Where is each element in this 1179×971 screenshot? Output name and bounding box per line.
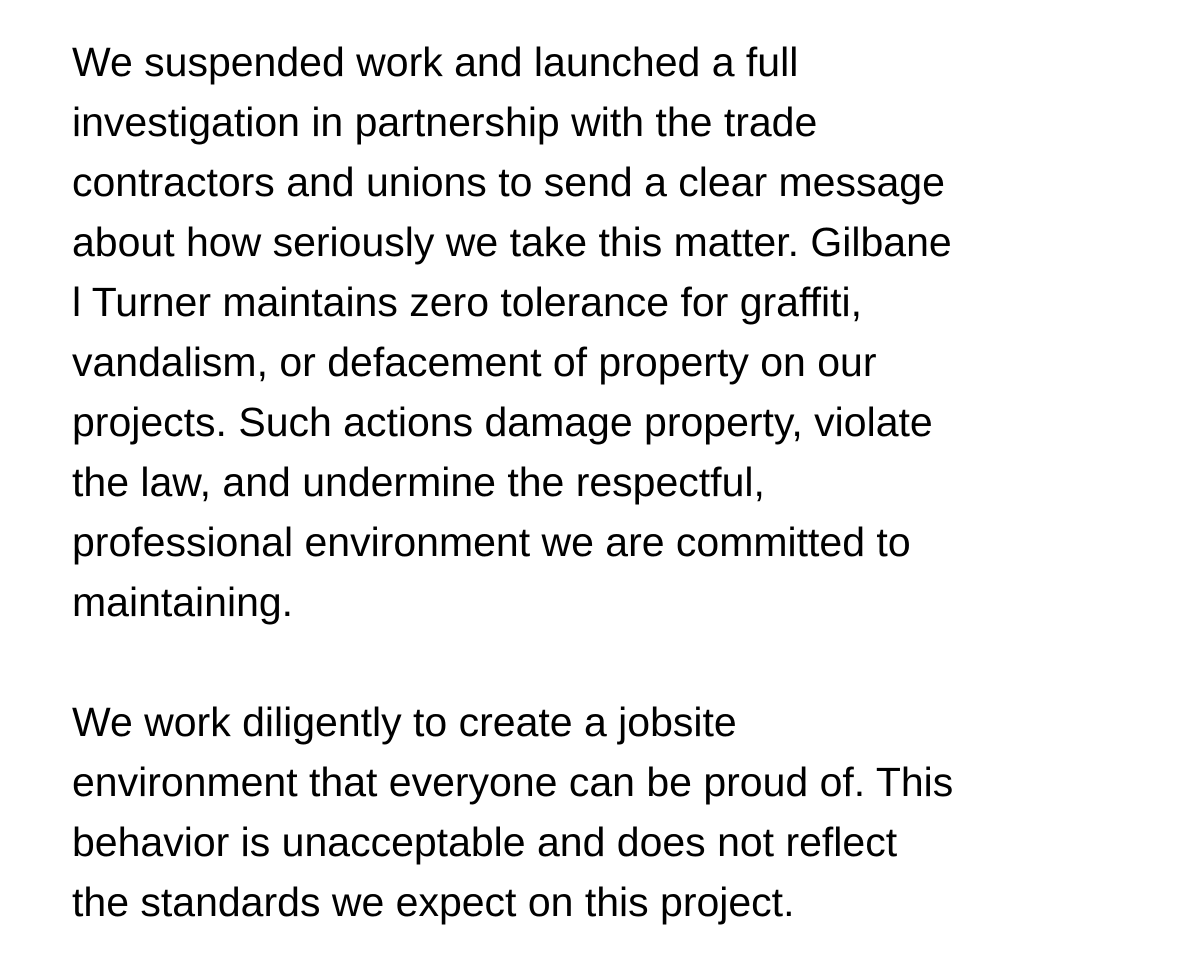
- text-line: about how seriously we take this matter. Gilbane: [72, 219, 952, 265]
- text-line: We suspended work and launched a full: [72, 39, 799, 85]
- text-line: contractors and unions to send a clear message: [72, 159, 945, 205]
- text-line: environment that everyone can be proud of. This: [72, 759, 954, 805]
- statement-text: [72, 32, 1152, 932]
- text-line: vandalism, or defacement of property on our: [72, 339, 877, 385]
- text-line: the law, and undermine the respectful,: [72, 459, 765, 505]
- text-line: l Turner maintains zero tolerance for graffiti,: [72, 279, 862, 325]
- text-line: behavior is unacceptable and does not reflect: [72, 819, 898, 865]
- paragraph-2: [72, 692, 1152, 932]
- text-line: the standards we expect on this project.: [72, 879, 795, 925]
- text-line: projects. Such actions damage property, violate: [72, 399, 933, 445]
- text-line: maintaining.: [72, 579, 294, 625]
- text-line: investigation in partnership with the trade: [72, 99, 818, 145]
- paragraph-gap: [72, 632, 1152, 692]
- paragraph-1: [72, 32, 1152, 632]
- text-line: We work diligently to create a jobsite: [72, 699, 737, 745]
- text-line: professional environment we are committed to: [72, 519, 911, 565]
